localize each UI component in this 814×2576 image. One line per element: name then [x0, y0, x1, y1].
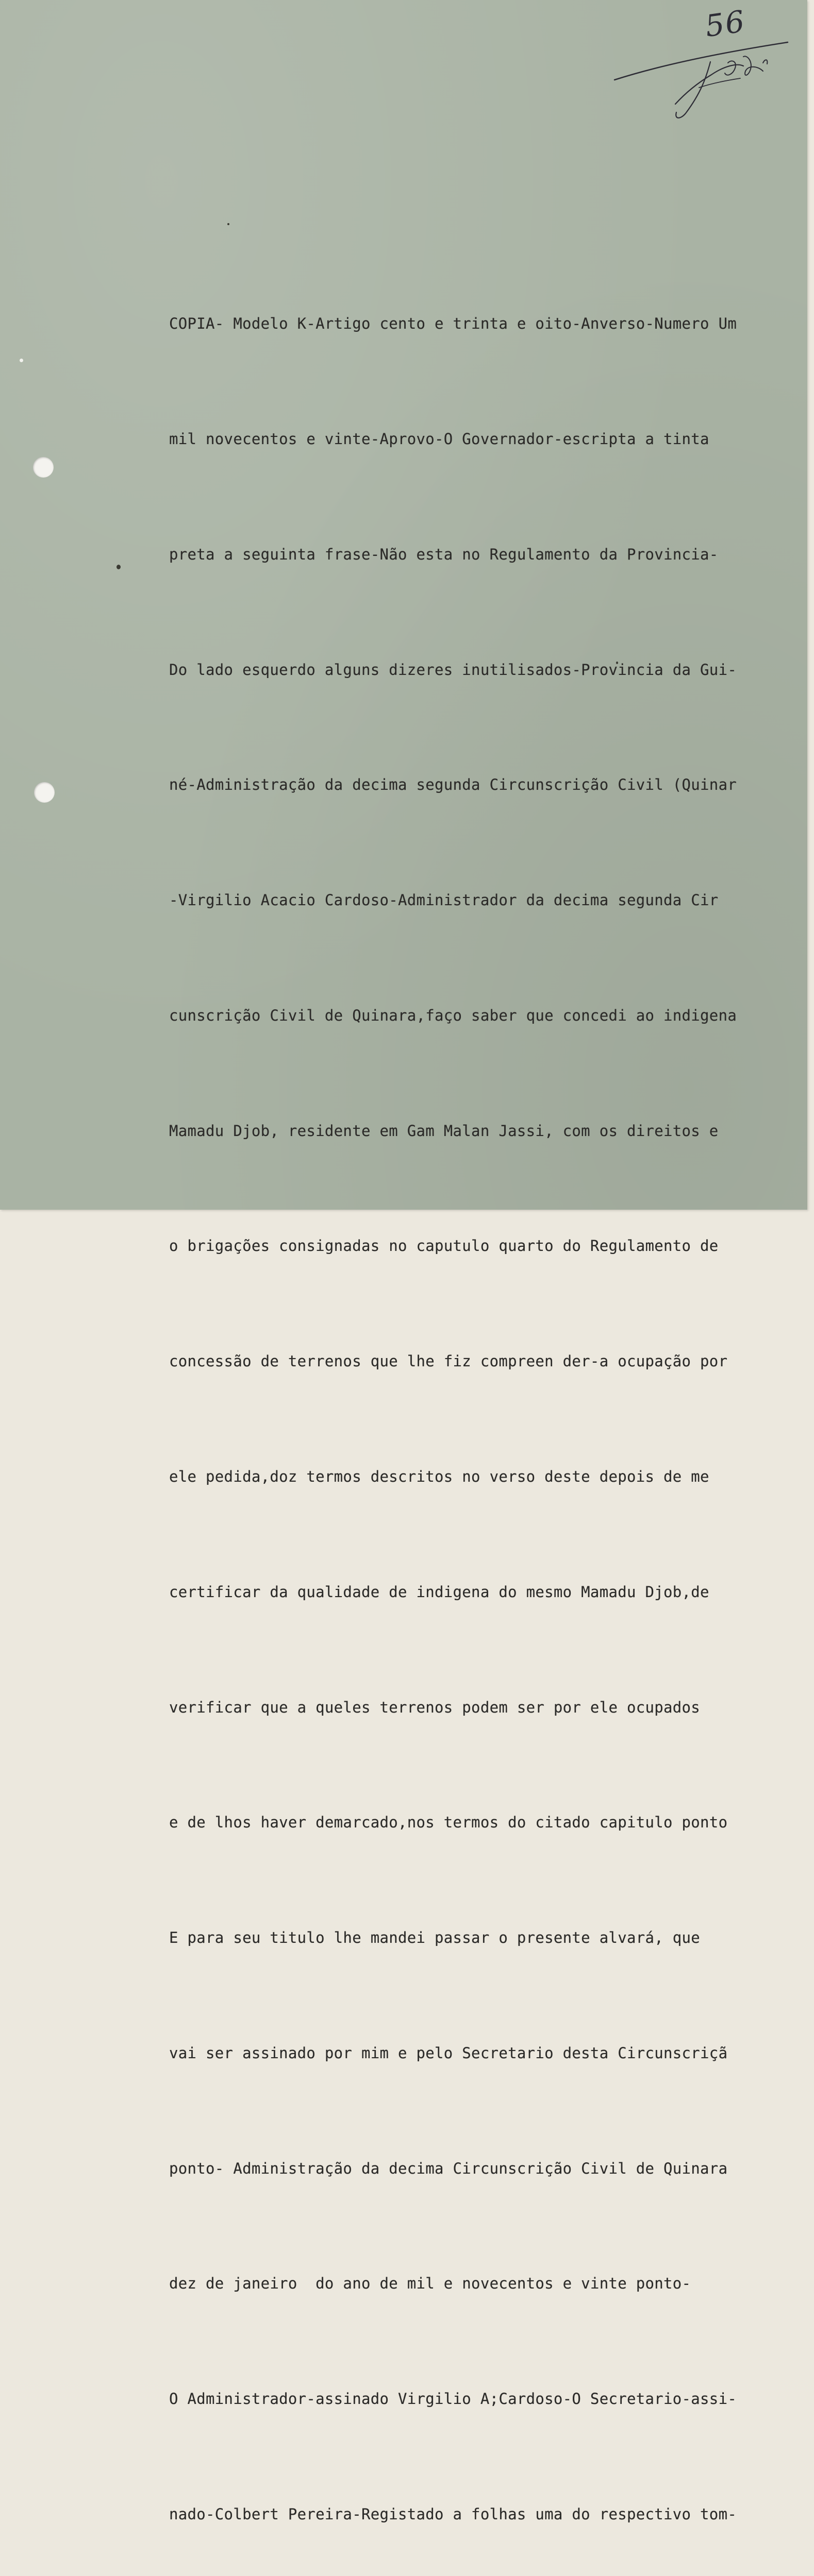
text-line: dez de janeiro do ano de mil e novecentos e vinte ponto-	[169, 2275, 691, 2293]
paper-speck	[20, 359, 23, 362]
text-line: Mamadu Djob, residente em Gam Malan Jassi, com os direitos e	[169, 1122, 719, 1140]
text-line: ele pedida,doz termos descritos no verso deste depois de me	[169, 1468, 709, 1485]
text-line: né-Administração da decima segunda Circunscrição Civil (Quinar	[169, 776, 737, 794]
page-number: 56	[703, 3, 748, 44]
text-line: certificar da qualidade de indigena do mesmo Mamadu Djob,de	[169, 1583, 709, 1601]
punch-hole	[33, 457, 54, 478]
text-line: Do lado esquerdo alguns dizeres inutilisados-Provincia da Gui-	[169, 660, 737, 679]
handwritten-initials-mark	[608, 5, 794, 129]
text-line: cunscrição Civil de Quinara,faço saber que concedi ao indigena	[169, 1006, 737, 1024]
text-line: E para seu titulo lhe mandei passar o presente alvará, que	[169, 1929, 701, 1947]
text-line: COPIA- Modelo K-Artigo cento e trinta e oito-Anverso-Numero Um	[169, 315, 737, 333]
typed-body-text	[169, 228, 808, 2576]
text-line: preta a seguinta frase-Não esta no Regulamento da Provincia-	[169, 545, 719, 563]
text-line: -Virgilio Acacio Cardoso-Administrador da decima segunda Cir	[169, 891, 719, 909]
text-line: mil novecentos e vinte-Aprovo-O Governador-escripta a tinta	[169, 430, 709, 448]
text-line: nado-Colbert Pereira-Registado a folhas uma do respectivo tom-	[169, 2505, 737, 2523]
text-line: e de lhos haver demarcado,nos termos do citado capitulo ponto	[169, 1814, 728, 1832]
paper-speck	[117, 565, 121, 569]
text-line: o brigações consignadas no caputulo quarto do Regulamento de	[169, 1237, 719, 1255]
paper-speck	[227, 223, 229, 225]
text-line: ponto- Administração da decima Circunscrição Civil de Quinara	[169, 2159, 728, 2177]
text-line: vai ser assinado por mim e pelo Secretario desta Circunscriçã	[169, 2044, 728, 2062]
punch-hole	[34, 782, 55, 803]
text-line: O Administrador-assinado Virgilio A;Cardoso-O Secretario-assi-	[169, 2390, 737, 2408]
text-line: verificar que a queles terrenos podem ser por ele ocupados	[169, 1698, 701, 1716]
text-line: concessão de terrenos que lhe fiz compreen der-a ocupação por	[169, 1352, 728, 1370]
